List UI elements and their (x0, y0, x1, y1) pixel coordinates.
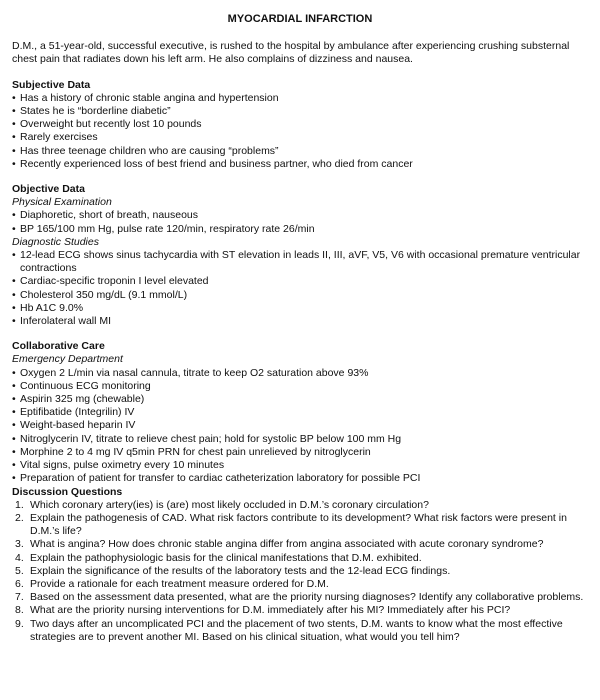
question-text: Explain the pathogenesis of CAD. What risk factors contribute to its development? What risk factors were present in D.M.’s life? (30, 511, 567, 538)
physical-examination-list (12, 209, 588, 235)
list-item: • Hb A1C 9.0% (12, 302, 588, 315)
diagnostic-studies-heading: Diagnostic Studies (12, 235, 99, 248)
question-number: 7. (15, 591, 24, 604)
list-item: • Preparation of patient for transfer to cardiac catheterization laboratory for possible PCI (12, 472, 588, 485)
question-number: 3. (15, 538, 24, 551)
list-item: • States he is “borderline diabetic” (12, 105, 588, 118)
subjective-data-list (12, 92, 588, 171)
discussion-questions-heading: Discussion Questions (12, 485, 123, 498)
question-text: Provide a rationale for each treatment measure ordered for D.M. (30, 577, 329, 590)
objective-data-heading: Objective Data (12, 183, 85, 196)
list-item: • Overweight but recently lost 10 pounds (12, 118, 588, 131)
list-item: • Aspirin 325 mg (chewable) (12, 393, 588, 406)
list-item: • 12-lead ECG shows sinus tachycardia with ST elevation in leads II, III, aVF, V5, V6 with occasional premature ventricular contractions (12, 249, 588, 275)
question-number: 9. (15, 617, 24, 630)
question-item (12, 565, 588, 578)
question-item (12, 538, 588, 551)
emergency-department-heading: Emergency Department (12, 353, 123, 366)
question-text: Explain the significance of the results of the laboratory tests and the 12-lead ECG findings. (30, 564, 451, 577)
collaborative-care-list (12, 367, 588, 486)
list-item: • Diaphoretic, short of breath, nauseous (12, 209, 588, 222)
list-item: • Has three teenage children who are causing “problems” (12, 145, 588, 158)
discussion-questions-list (12, 499, 588, 644)
question-number: 5. (15, 564, 24, 577)
list-item: • Cardiac-specific troponin I level elevated (12, 275, 588, 288)
question-item (12, 512, 588, 538)
question-text: What is angina? How does chronic stable angina differ from angina associated with acute coronary syndrome? (30, 538, 544, 551)
question-item (12, 499, 588, 512)
question-item (12, 618, 588, 644)
question-number: 6. (15, 577, 24, 590)
list-item: • Weight-based heparin IV (12, 419, 588, 432)
list-item: • Has a history of chronic stable angina and hypertension (12, 92, 588, 105)
question-number: 2. (15, 511, 24, 524)
question-item (12, 578, 588, 591)
physical-examination-heading: Physical Examination (12, 196, 112, 209)
list-item: • Oxygen 2 L/min via nasal cannula, titrate to keep O2 saturation above 93% (12, 367, 588, 380)
page-title: MYOCARDIAL INFARCTION (227, 13, 373, 25)
list-item: • Rarely exercises (12, 131, 588, 144)
list-item: • Inferolateral wall MI (12, 315, 588, 328)
subjective-data-heading: Subjective Data (12, 78, 91, 91)
question-number: 1. (15, 498, 24, 511)
question-item (12, 552, 588, 565)
question-text: Two days after an uncomplicated PCI and the placement of two stents, D.M. wants to know what the most effective strategies are to prevent another MI. Based on his clinical situation, what would you tell him? (30, 617, 563, 643)
question-text: What are the priority nursing interventions for D.M. immediately after his MI? Immediately after his PCI? (30, 604, 511, 617)
list-item: • Cholesterol 350 mg/dL (9.1 mmol/L) (12, 289, 588, 302)
list-item: • Morphine 2 to 4 mg IV q5min PRN for chest pain unrelieved by nitroglycerin (12, 446, 588, 459)
collaborative-care-heading: Collaborative Care (12, 340, 105, 353)
list-item: • Continuous ECG monitoring (12, 380, 588, 393)
intro-paragraph: D.M., a 51-year-old, successful executive, is rushed to the hospital by ambulance after experiencing crushing substernal chest pain that radiates down his left arm. He also complains of dizziness and nausea. (12, 40, 570, 66)
list-item: • Eptifibatide (Integrilin) IV (12, 406, 588, 419)
question-text: Explain the pathophysiologic basis for the clinical manifestations that D.M. exhibited. (30, 551, 422, 564)
question-number: 4. (15, 551, 24, 564)
diagnostic-studies-list (12, 249, 588, 328)
question-text: Based on the assessment data presented, what are the priority nursing diagnoses? Identify any collaborative problems. (30, 591, 584, 604)
list-item: • Nitroglycerin IV, titrate to relieve chest pain; hold for systolic BP below 100 mm Hg (12, 433, 588, 446)
question-item (12, 591, 588, 604)
list-item: • Recently experienced loss of best friend and business partner, who died from cancer (12, 158, 588, 171)
question-item (12, 604, 588, 617)
list-item: • Vital signs, pulse oximetry every 10 minutes (12, 459, 588, 472)
question-number: 8. (15, 604, 24, 617)
question-text: Which coronary artery(ies) is (are) most likely occluded in D.M.’s coronary circulation? (30, 498, 429, 511)
list-item: • BP 165/100 mm Hg, pulse rate 120/min, respiratory rate 26/min (12, 223, 588, 236)
